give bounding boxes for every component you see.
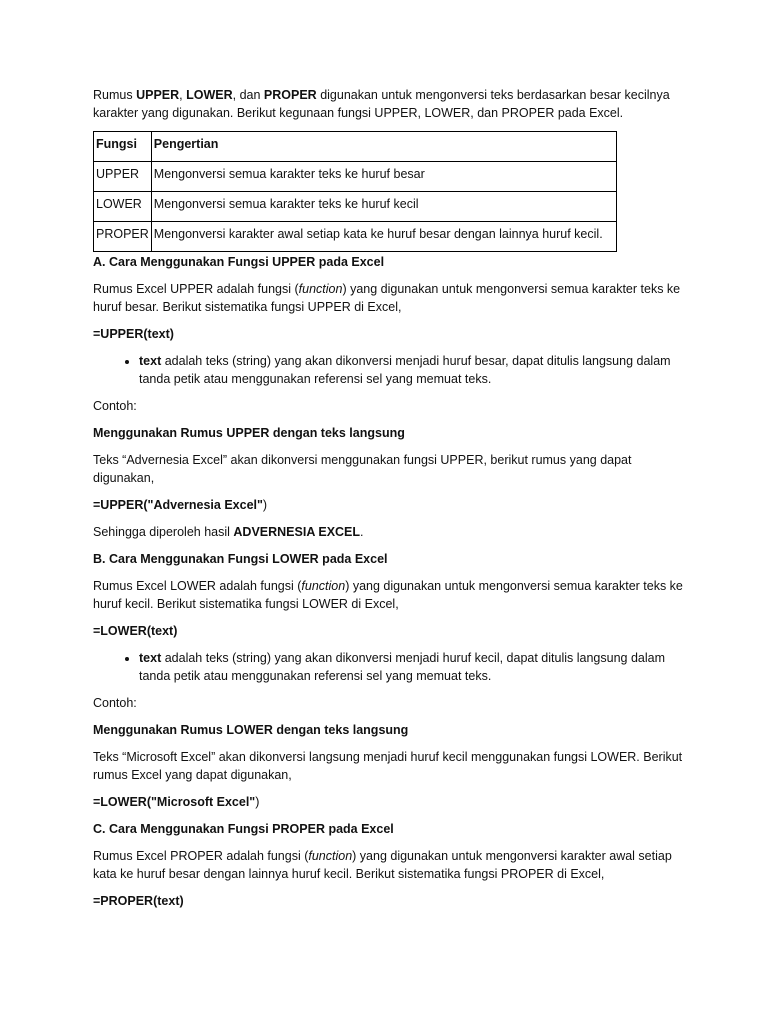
bold-run: =LOWER( — [93, 795, 151, 809]
lower-formula — [93, 793, 685, 811]
table-cell: UPPER — [94, 162, 152, 192]
table-row — [94, 192, 617, 222]
lower-subheading: Menggunakan Rumus LOWER dengan teks langsung — [93, 723, 409, 737]
table-row — [94, 222, 617, 252]
section-heading-proper: C. Cara Menggunakan Fungsi PROPER pada Excel — [93, 822, 394, 836]
italic-run: function — [308, 849, 353, 863]
text-run: adalah teks (string) yang akan dikonversi menjadi huruf kecil, dapat ditulis langsung dalam tanda petik atau menggunakan referensi sel yang memuat teks. — [139, 651, 665, 683]
text-run: ) — [255, 795, 260, 809]
upper-bullet-list — [93, 352, 685, 388]
table-header-cell: Pengertian — [151, 132, 616, 162]
table-header-cell: Fungsi — [94, 132, 152, 162]
upper-result — [93, 523, 685, 541]
bold-run: ADVERNESIA EXCEL — [233, 525, 361, 539]
lower-example-text: Teks “Microsoft Excel” akan dikonversi langsung menjadi huruf kecil menggunakan fungsi LOWER. Berikut rumus Excel yang dapat digunakan, — [93, 750, 683, 782]
intro-bold-proper: PROPER — [263, 88, 317, 102]
intro-text: , dan — [232, 88, 264, 102]
text-run: Rumus Excel PROPER adalah fungsi ( — [93, 849, 309, 863]
intro-bold-upper: UPPER — [136, 88, 180, 102]
section-heading-lower: B. Cara Menggunakan Fungsi LOWER pada Excel — [93, 552, 388, 566]
lower-syntax: =LOWER(text) — [93, 624, 178, 638]
function-table — [93, 131, 617, 252]
intro-text: , — [179, 88, 187, 102]
text-run: ) — [262, 498, 268, 512]
upper-subheading: Menggunakan Rumus UPPER dengan teks langsung — [93, 426, 405, 440]
intro-text: digunakan untuk mengonversi teks berdasarkan besar kecilnya karakter yang digunakan. Berikut kegunaan fungsi UPPER, LOWER, dan PROPER pada Excel. — [93, 88, 670, 120]
text-run: . — [360, 525, 364, 539]
table-header-row — [94, 132, 617, 162]
lower-contoh-label: Contoh: — [93, 696, 137, 710]
intro-paragraph — [93, 86, 685, 122]
section-heading-upper: A. Cara Menggunakan Fungsi UPPER pada Excel — [93, 255, 385, 269]
intro-bold-lower: LOWER — [186, 88, 233, 102]
lower-bullet-list — [93, 649, 685, 685]
text-run: Sehingga diperoleh hasil — [93, 525, 234, 539]
bold-run: text — [139, 651, 162, 665]
text-run: ) yang digunakan untuk mengonversi semua karakter teks ke huruf kecil. Berikut sistematika fungsi LOWER di Excel, — [93, 579, 683, 611]
text-run: Rumus Excel UPPER adalah fungsi ( — [93, 282, 299, 296]
table-cell: LOWER — [94, 192, 152, 222]
bold-run: "Advernesia Excel" — [147, 498, 263, 512]
italic-run: function — [298, 282, 343, 296]
list-item — [139, 649, 685, 685]
upper-example-text: Teks “Advernesia Excel” akan dikonversi menggunakan fungsi UPPER, berikut rumus yang dapat digunakan, — [93, 453, 632, 485]
text-run: adalah teks (string) yang akan dikonversi menjadi huruf besar, dapat ditulis langsung dalam tanda petik atau menggunakan referensi sel yang memuat teks. — [139, 354, 671, 386]
upper-syntax: =UPPER(text) — [93, 327, 174, 341]
proper-syntax: =PROPER(text) — [93, 894, 184, 908]
document-page — [93, 86, 685, 919]
proper-description — [93, 847, 685, 883]
upper-contoh-label: Contoh: — [93, 399, 137, 413]
text-run: ) yang digunakan untuk mengonversi karakter awal setiap kata ke huruf besar dengan lainnya huruf kecil. Berikut sistematika fungsi PROPER di Excel, — [93, 849, 672, 881]
italic-run: function — [301, 579, 346, 593]
list-item — [139, 352, 685, 388]
intro-text: Rumus — [93, 88, 137, 102]
table-cell: PROPER — [94, 222, 152, 252]
table-cell: Mengonversi semua karakter teks ke huruf kecil — [151, 192, 616, 222]
upper-description — [93, 280, 685, 316]
bold-run: text — [139, 354, 162, 368]
upper-formula — [93, 496, 685, 514]
lower-description — [93, 577, 685, 613]
table-row — [94, 162, 617, 192]
text-run: Rumus Excel LOWER adalah fungsi ( — [93, 579, 302, 593]
table-cell: Mengonversi karakter awal setiap kata ke huruf besar dengan lainnya huruf kecil. — [151, 222, 616, 252]
bold-run: =UPPER( — [93, 498, 148, 512]
table-cell: Mengonversi semua karakter teks ke huruf besar — [151, 162, 616, 192]
text-run: ) yang digunakan untuk mengonversi semua karakter teks ke huruf besar. Berikut sistematika fungsi UPPER di Excel, — [93, 282, 681, 314]
bold-run: "Microsoft Excel" — [150, 795, 256, 809]
